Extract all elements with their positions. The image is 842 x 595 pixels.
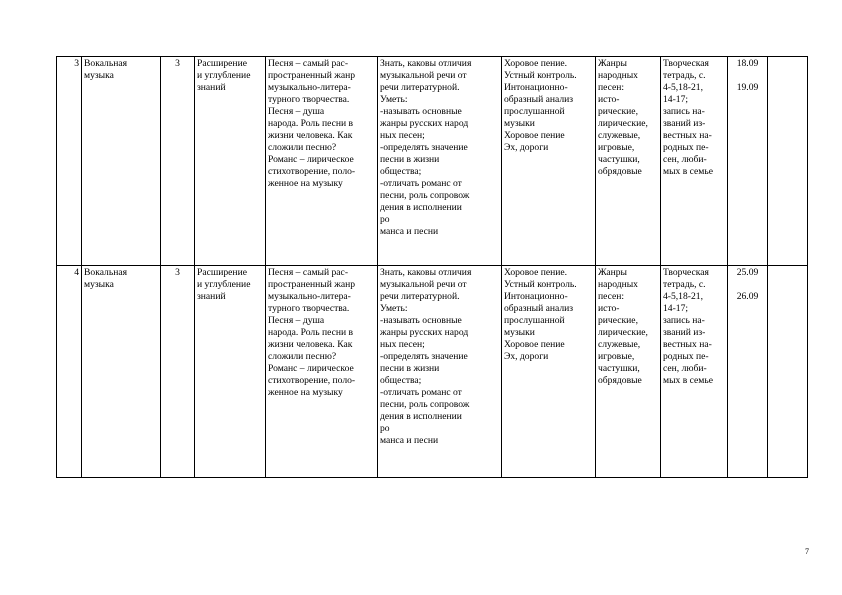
lesson-type-cell: Расширение и углубление знаний	[195, 57, 266, 266]
content-cell: Песня – самый рас- пространенный жанр музыкально-литера- турного творчества. Песня – душа народа. Роль песни в жизни человека. Как сложили песню? Романс – лирическое стихотворение, поло- женное на музыку	[266, 266, 378, 478]
activity-cell: Хоровое пение. Устный контроль. Интонационно- образный анализ прослушанной музыки Хоровое пение Эх, дороги	[502, 266, 596, 478]
date-planned: 25.09	[736, 267, 759, 278]
hours-cell: 3	[161, 57, 195, 266]
hours-cell: 3	[161, 266, 195, 478]
date-planned-2: 26.09	[736, 291, 759, 302]
date-planned: 18.09	[736, 58, 759, 69]
lesson-type-cell: Расширение и углубление знаний	[195, 266, 266, 478]
topic-cell: Вокальная музыка	[82, 266, 161, 478]
actual-date-cell	[768, 266, 808, 478]
date-cell	[728, 57, 768, 266]
lesson-number-cell: 4	[57, 266, 82, 478]
date-cell	[728, 266, 768, 478]
lesson-number-cell: 3	[57, 57, 82, 266]
topic-cell: Вокальная музыка	[82, 57, 161, 266]
genres-cell: Жанры народных песен: исто- рические, лирические, служевые, игровые, частушки, обрядовые	[596, 266, 661, 478]
requirements-cell: Знать, каковы отличия музыкальной речи от речи литературной. Уметь: -называть основные жанры русских народ ных песен; -определять значение песни в жизни общества; -отличать романс от песни, роль сопровож дения в исполнении ро манса и песни	[378, 266, 502, 478]
actual-date-cell	[768, 57, 808, 266]
requirements-cell: Знать, каковы отличия музыкальной речи от речи литературной. Уметь: -называть основные жанры русских народ ных песен; -определять значение песни в жизни общества; -отличать романс от песни, роль сопровож дения в исполнении ро манса и песни	[378, 57, 502, 266]
genres-cell: Жанры народных песен: исто- рические, лирические, служевые, игровые, частушки, обрядовые	[596, 57, 661, 266]
table-row	[57, 57, 808, 266]
content-cell: Песня – самый рас- пространенный жанр музыкально-литера- турного творчества. Песня – душа народа. Роль песни в жизни человека. Как сложили песню? Романс – лирическое стихотворение, поло- женное на музыку	[266, 57, 378, 266]
lesson-plan-table	[56, 56, 808, 478]
activity-cell: Хоровое пение. Устный контроль. Интонационно- образный анализ прослушанной музыки Хоровое пение Эх, дороги	[502, 57, 596, 266]
table-row	[57, 266, 808, 478]
homework-cell: Творческая тетрадь, с. 4-5,18-21, 14-17; запись на- званий из- вестных на- родных пе- сен, люби- мых в семье	[661, 266, 728, 478]
homework-cell: Творческая тетрадь, с. 4-5,18-21, 14-17; запись на- званий из- вестных на- родных пе- сен, люби- мых в семье	[661, 57, 728, 266]
page-number: 7	[805, 547, 809, 556]
date-planned-2: 19.09	[736, 82, 759, 93]
